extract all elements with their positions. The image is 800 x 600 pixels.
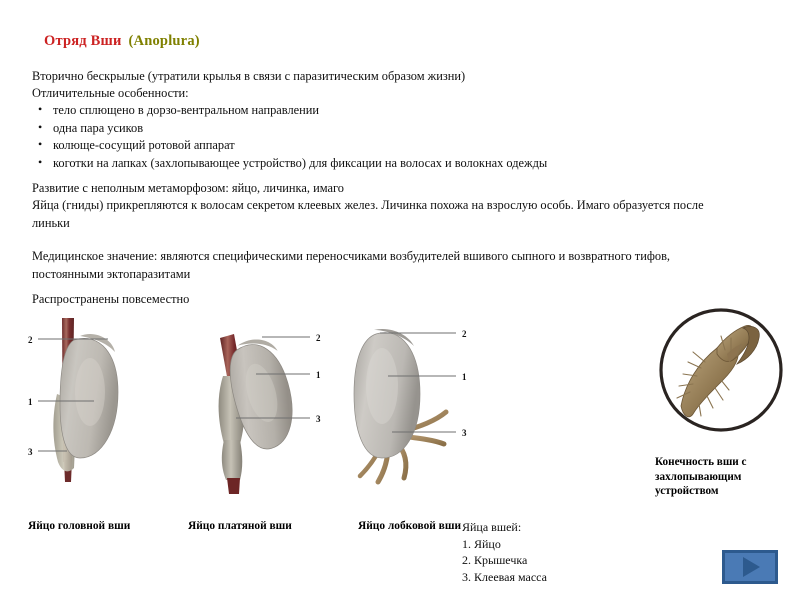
- page-title: [44, 33, 200, 50]
- features-heading: Отличительные особенности:: [32, 86, 189, 100]
- eggs-paragraph: Яйца (гниды) прикрепляются к волосам секретом клеевых желез. Личинка похожа на взрослую особь. Имаго образуется после линьки: [32, 198, 704, 230]
- head-louse-egg-illustration: [22, 312, 172, 497]
- title-latin: (Anoplura): [128, 33, 200, 49]
- figure-label: 2: [316, 333, 321, 343]
- legend-item: 2. Крышечка: [462, 553, 528, 568]
- figure-label: 1: [28, 397, 33, 407]
- pubic-louse-egg-illustration: [338, 312, 488, 497]
- spread-paragraph: Распространены повсеместно: [32, 292, 190, 306]
- figure-label: 2: [28, 335, 33, 345]
- title-russian: Отряд Вши: [44, 33, 122, 49]
- features-list: [36, 102, 656, 172]
- figure-label: 2: [462, 329, 467, 339]
- figure-clothing-louse-egg: [190, 312, 340, 497]
- figure-label: 3: [462, 428, 467, 438]
- clothing-louse-egg-illustration: [190, 312, 340, 497]
- figure-caption-louse-limb: Конечность вши с захлопывающим устройством: [655, 456, 747, 497]
- egg-parts-legend: [462, 519, 547, 585]
- figure-label: 1: [462, 372, 467, 382]
- list-item: • тело сплющено в дорзо-вентральном направлении: [36, 102, 656, 120]
- figure-pubic-louse-egg: [338, 312, 488, 497]
- louse-limb-illustration: [645, 298, 797, 448]
- medical-paragraph: Медицинское значение: являются специфическими переносчиками возбудителей вшивого сыпного и возвратного тифов, постоянными эктопаразитами: [32, 249, 671, 281]
- figure-label: 1: [316, 370, 321, 380]
- next-slide-button[interactable]: [722, 550, 778, 584]
- figure-label: 3: [28, 447, 33, 457]
- list-item: • коготки на лапках (захлопывающее устройство) для фиксации на волосах и волокнах одежды: [36, 155, 656, 173]
- list-item: • колюще-сосущий ротовой аппарат: [36, 137, 656, 155]
- legend-heading: Яйца вшей:: [462, 520, 522, 534]
- legend-item: 3. Клеевая масса: [462, 569, 547, 584]
- figure-head-louse-egg: [22, 312, 172, 497]
- intro-paragraph: Вторично бескрылые (утратили крылья в связи с паразитическим образом жизни): [32, 69, 466, 83]
- figure-caption-head-louse-egg: Яйцо головной вши: [28, 520, 131, 532]
- play-triangle-icon: [743, 557, 760, 577]
- figure-label: 3: [316, 414, 321, 424]
- development-paragraph: Развитие с неполным метаморфозом: яйцо, личинка, имаго: [32, 181, 344, 195]
- legend-item: 1. Яйцо: [462, 536, 501, 551]
- figure-caption-pubic-louse-egg: Яйцо лобковой вши: [358, 520, 462, 532]
- figure-caption-clothing-louse-egg: Яйцо платяной вши: [188, 520, 292, 532]
- figure-louse-limb: [645, 298, 797, 448]
- list-item: • одна пара усиков: [36, 120, 656, 138]
